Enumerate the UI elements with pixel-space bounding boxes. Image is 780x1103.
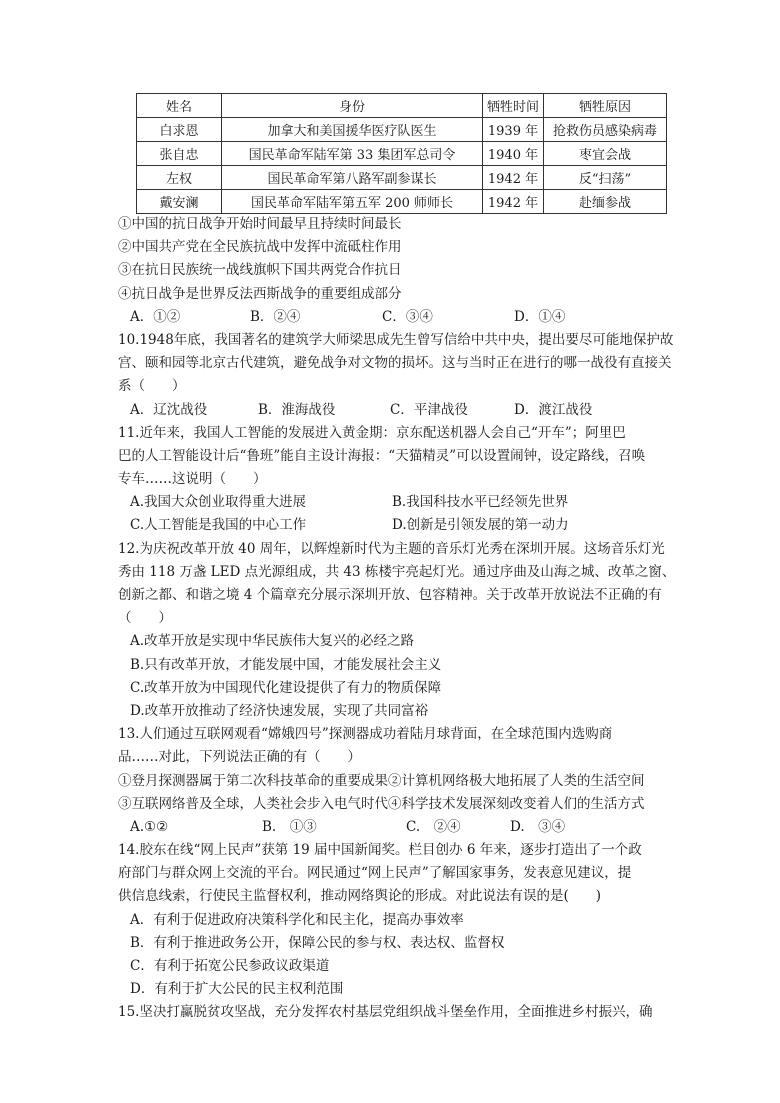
option: C.人工智能是我国的中心工作 — [130, 517, 307, 534]
statement: ③互联网络普及全球，人类社会步入电气时代④科学技术发展深刻改变着人们的生活方式 — [118, 795, 645, 812]
question-text: 宫、颐和园等北京古代建筑，避免战争对文物的损坏。这与当时正在进行的哪一战役有直接关 — [118, 355, 672, 372]
option: D.创新是引领发展的第一动力 — [392, 517, 569, 534]
question-text: 14.胶东在线“网上民声”获第 19 届中国新闻奖。栏目创办 6 年来，逐步打造出了一个政 — [118, 842, 642, 859]
option: D.改革开放推动了经济快速发展，实现了共同富裕 — [130, 702, 429, 719]
option: B．淮海战役 — [258, 401, 336, 418]
table-header: 牺牲时间 — [483, 94, 544, 118]
table-header-row — [137, 94, 667, 118]
options-row — [118, 816, 663, 839]
table-cell: 左权 — [137, 166, 222, 190]
question-text: 品……对此，下列说法正确的有（ ） — [118, 749, 361, 766]
option: C. ②④ — [406, 818, 461, 835]
table-cell: 反“扫荡” — [544, 166, 667, 190]
option: A.改革开放是实现中华民族伟大复兴的必经之路 — [130, 633, 415, 650]
table-cell: 1939 年 — [483, 118, 544, 142]
table-cell: 枣宜会战 — [544, 142, 667, 166]
question-content — [118, 213, 676, 1025]
statement: ①登月探测器属于第二次科技革命的重要成果②计算机网络极大地拓展了人类的生活空间 — [118, 772, 645, 789]
table-cell: 国民革命军陆军第五军 200 师师长 — [222, 190, 483, 214]
option: D．①④ — [514, 308, 566, 325]
table-row — [137, 190, 667, 214]
martyr-table — [136, 93, 667, 214]
option: B．②④ — [250, 308, 301, 325]
options-row — [118, 306, 663, 329]
option: D. ③④ — [510, 818, 566, 835]
option: C.改革开放为中国现代化建设提供了有力的物质保障 — [130, 679, 442, 696]
option: B.我国科技水平已经领先世界 — [392, 494, 569, 511]
question-text: 巴的人工智能设计后“鲁班”能自主设计海报：“天猫精灵”可以设置闹钟，设定路线，召唤 — [118, 447, 646, 464]
options-row — [118, 491, 663, 514]
table-row — [137, 142, 667, 166]
question-text: 10.1948年底，我国著名的建筑学大师梁思成先生曾写信给中共中央，提出要尽可能地保护故 — [118, 331, 674, 348]
question-text: （ ） — [118, 610, 172, 627]
question-text: 创新之都、和谐之境 4 个篇章充分展示深圳开放、包容精神。关于改革开放说法不正确的有 — [118, 587, 662, 603]
table-cell: 张自忠 — [137, 142, 222, 166]
table-cell: 加拿大和美国援华医疗队医生 — [222, 118, 483, 142]
option: A.①② — [130, 818, 169, 835]
question-text: 系（ ） — [118, 378, 186, 395]
table-header: 牺牲原因 — [544, 94, 667, 118]
question-text: 13.人们通过互联网观看“嫦娥四号”探测器成功着陆月球背面，在全球范围内选购商 — [118, 726, 613, 743]
option: D．有利于扩大公民的民主权利范围 — [130, 981, 344, 998]
question-text: 供信息线索，行使民主监督权利，推动网络舆论的形成。对此说法有误的是( ) — [118, 888, 602, 905]
options-row — [118, 514, 663, 537]
table-header: 身份 — [222, 94, 483, 118]
option: B．有利于推进政务公开，保障公民的参与权、表达权、监督权 — [130, 934, 505, 951]
table-cell: 国民革命军第八路军副参谋长 — [222, 166, 483, 190]
question-text: 专车……这说明（ ） — [118, 471, 267, 488]
table-cell: 国民革命军陆军第 33 集团军总司令 — [222, 142, 483, 166]
option: C．③④ — [382, 308, 433, 325]
table-cell: 赴缅参战 — [544, 190, 667, 214]
question-text: 15.坚决打赢脱贫攻坚战，充分发挥农村基层党组织战斗堡垒作用，全面推进乡村振兴，确 — [118, 1004, 653, 1021]
statement: ②中国共产党在全民族抗战中发挥中流砥柱作用 — [118, 239, 402, 256]
option: B. ①③ — [262, 818, 317, 835]
table-header: 姓名 — [137, 94, 222, 118]
option: C．平津战役 — [390, 401, 468, 418]
table-cell: 1942 年 — [483, 166, 544, 190]
option: B.只有改革开放，才能发展中国，才能发展社会主义 — [130, 656, 442, 673]
option: D．渡江战役 — [514, 401, 593, 418]
question-text: 12.为庆祝改革开放 40 周年，以辉煌新时代为主题的音乐灯光秀在深圳开展。这场音乐灯光 — [118, 540, 665, 557]
question-text: 府部门与群众网上交流的平台。网民通过“网上民声”了解国家事务，发表意见建议，提 — [118, 865, 632, 882]
question-text: 秀由 118 万盏 LED 点光源组成，共 43 栋楼宇亮起灯光。通过序曲及山海之城、改革之窗、 — [118, 563, 676, 580]
option: A．辽沈战役 — [130, 401, 208, 418]
option: A.我国大众创业取得重大进展 — [130, 494, 307, 511]
statement: ①中国的抗日战争开始时间最早且持续时间最长 — [118, 216, 402, 232]
table-cell: 白求恩 — [137, 118, 222, 142]
table-cell: 1940 年 — [483, 142, 544, 166]
statement: ③在抗日民族统一战线旗帜下国共两党合作抗日 — [118, 262, 402, 279]
table-cell: 戴安澜 — [137, 190, 222, 214]
option: A．有利于促进政府决策科学化和民主化，提高办事效率 — [130, 911, 464, 928]
table-row — [137, 166, 667, 190]
table-cell: 1942 年 — [483, 190, 544, 214]
table-row — [137, 118, 667, 142]
option: C．有利于拓宽公民参政议政渠道 — [130, 958, 330, 974]
option: A．①② — [130, 308, 181, 325]
question-text: 11.近年来，我国人工智能的发展进入黄金期：京东配送机器人会自己“开车”；阿里巴 — [118, 424, 626, 441]
statement: ④抗日战争是世界反法西斯战争的重要组成部分 — [118, 285, 402, 302]
options-row — [118, 399, 663, 422]
table-cell: 抢救伤员感染病毒 — [544, 118, 667, 142]
